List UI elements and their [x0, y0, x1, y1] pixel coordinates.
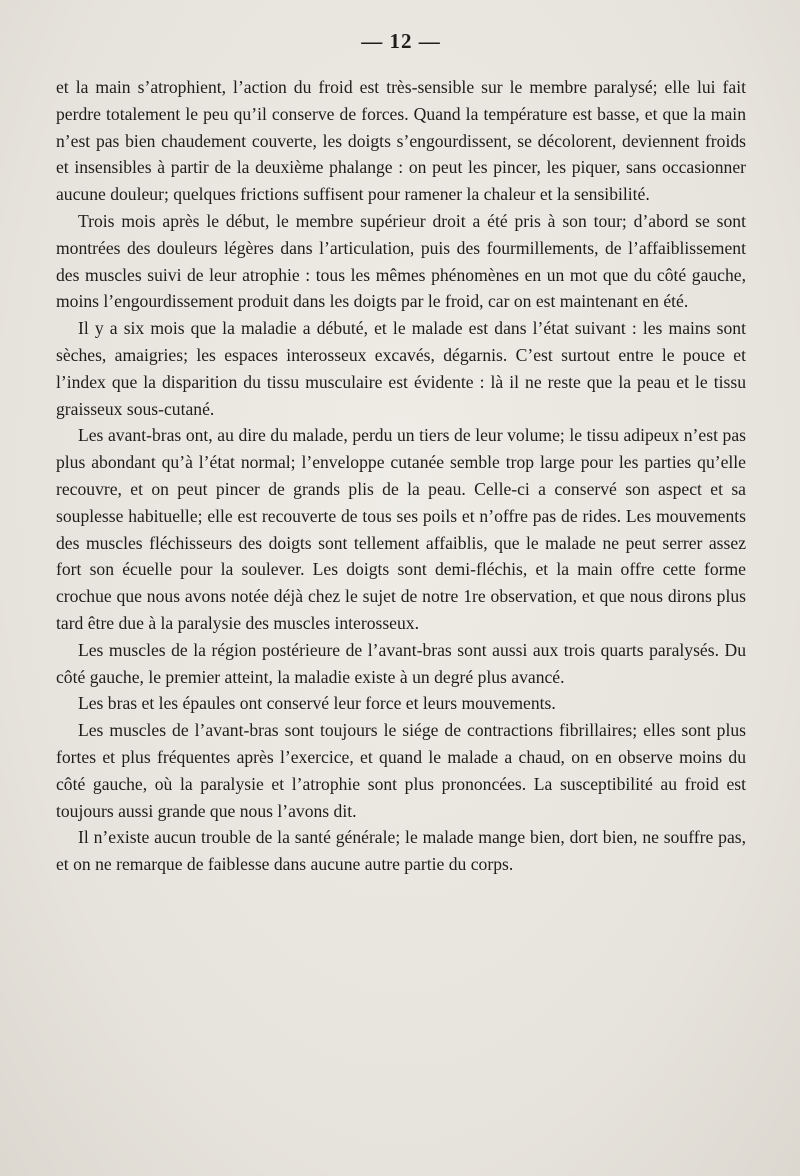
paragraph: Trois mois après le début, le membre supérieur droit a été pris à son tour; d’abord se sont montrées des douleurs légères dans l’articulation, puis des fourmillements, de l’affaiblissement des muscles suivi de leur atrophie : tous les mêmes phénomènes en un mot que du côté gauche, moins l’engourdissement produit dans les doigts par le froid, car on est maintenant en été. [56, 210, 746, 312]
paragraph: Les bras et les épaules ont conservé leur force et leurs mouvements. [78, 693, 556, 714]
body-text [56, 74, 746, 878]
paragraph: Les muscles de l’avant-bras sont toujours le siége de contractions fibrillaires; elles sont plus fortes et plus fréquentes après l’exercice, et quand le malade a chaud, on en observe moins du côté gauche, où la paralysie et l’atrophie sont plus prononcées. La susceptibilité au froid est toujours aussi grande que nous l’avons dit. [56, 720, 746, 821]
paragraph: et la main s’atrophient, l’action du froid est très-sensible sur le membre paralysé; elle lui fait perdre totalement le peu qu’il conserve de forces. Quand la température est basse, et que la main n’est pas bien chaudement couverte, les doigts s’engourdissent, se décolorent, deviennent froids et insensibles à partir de la deuxième phalange : on peut les pincer, les piquer, sans occasionner aucune douleur; quelques frictions suffisent pour ramener la chaleur et la sensibilité. [56, 77, 746, 205]
paragraph: Les avant-bras ont, au dire du malade, perdu un tiers de leur volume; le tissu adipeux n’est pas plus abondant qu’à l’état normal; l’enveloppe cutanée semble trop large pour les parties qu’elle recouvre, et on peut pincer de grands plis de la peau. Celle-ci a conservé son aspect et sa souplesse habituelle; elle est recouverte de tous ses poils et n’offre pas de rides. Les mouvements des muscles fléchisseurs des doigts sont tellement affaiblis, que le malade ne peut serrer assez fort son écuelle pour la soulever. Les doigts sont demi-fléchis, et la main offre cette forme crochue que nous avons notée déjà chez le sujet de notre 1re observation, et que nous dirons plus tard être due à la paralysie des muscles interosseux. [56, 425, 746, 633]
paragraph: Il y a six mois que la maladie a débuté, et le malade est dans l’état suivant : les mains sont sèches, amaigries; les espaces interosseux excavés, dégarnis. C’est surtout entre le pouce et l’index que la disparition du tissu musculaire est évidente : là il ne reste que la peau et le tissu graisseux sous-cutané. [56, 318, 746, 419]
paragraph: Les muscles de la région postérieure de l’avant-bras sont aussi aux trois quarts paralysés. Du côté gauche, le premier atteint, la maladie existe à un degré plus avancé. [56, 639, 746, 687]
page-number: — 12 — [361, 29, 441, 53]
paragraph: Il n’existe aucun trouble de la santé générale; le malade mange bien, dort bien, ne souffre pas, et on ne remarque de faiblesse dans aucune autre partie du corps. [56, 827, 746, 875]
